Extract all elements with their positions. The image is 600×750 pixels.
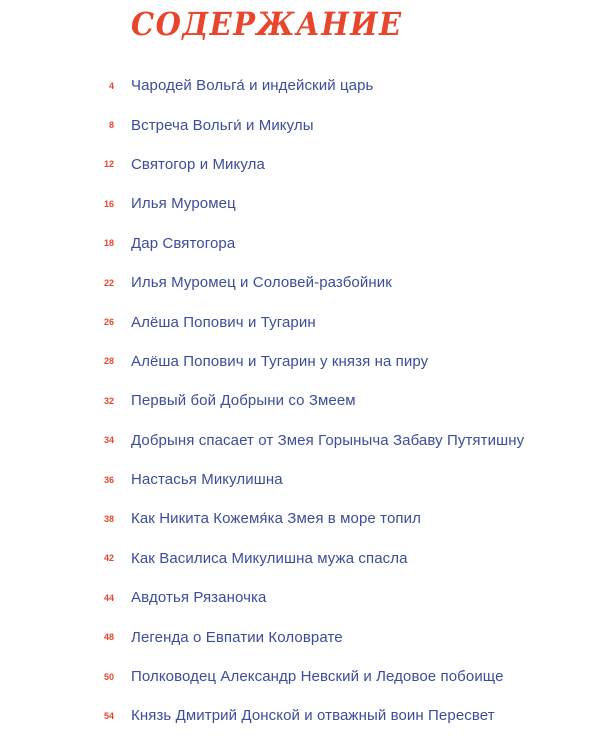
toc-entry[interactable] [0, 381, 600, 420]
toc-entry[interactable] [0, 421, 600, 460]
toc-entry-title[interactable]: Авдотья Рязаночка [131, 589, 267, 607]
toc-page-number: 42 [103, 553, 114, 564]
toc-page-number: 48 [103, 632, 114, 643]
toc-entry[interactable] [0, 617, 600, 656]
toc-entry-title[interactable]: Илья Муромец и Соловей-разбойник [131, 274, 392, 292]
toc-entry-title[interactable]: Встреча Вольги́ и Микулы [131, 116, 314, 134]
toc-entry-title[interactable]: Алёша Попович и Тугарин у князя на пиру [131, 352, 429, 370]
toc-entry-title[interactable]: Святогор и Микула [131, 155, 265, 173]
toc-entry[interactable] [0, 499, 600, 538]
toc-entry[interactable] [0, 302, 600, 341]
toc-entry-title[interactable]: Дар Святогора [131, 234, 236, 252]
toc-page-number: 28 [103, 356, 114, 367]
toc-entry[interactable] [0, 224, 600, 263]
toc-entry[interactable] [0, 184, 600, 223]
toc-entry-title[interactable]: Полководец Александр Невский и Ледовое побоище [131, 668, 504, 686]
toc-entry[interactable] [0, 539, 600, 578]
toc-page-number: 12 [103, 159, 114, 170]
toc-entry-title[interactable]: Как Никита Кожемя́ка Змея в море топил [131, 510, 421, 528]
toc-page-number: 32 [103, 395, 114, 406]
toc-entry-title[interactable]: Легенда о Евпатии Коловрате [131, 628, 343, 646]
toc-entry[interactable] [0, 460, 600, 499]
toc-entry[interactable] [0, 578, 600, 617]
toc-page-number: 8 [108, 120, 114, 131]
toc-entry-title[interactable]: Чародей Вольга́ и индейский царь [131, 77, 374, 95]
page-title: СОДЕРЖАНИЕ [131, 6, 403, 43]
toc-entry-title[interactable]: Добрыня спасает от Змея Горыныча Забаву Путятишну [131, 431, 525, 449]
toc-entry[interactable] [0, 696, 600, 735]
toc-page-number: 18 [103, 238, 114, 249]
toc-page-number: 34 [103, 435, 114, 446]
toc-entry-title[interactable]: Князь Дмитрий Донской и отважный воин Пересвет [131, 707, 495, 725]
toc-page-number: 16 [103, 198, 114, 209]
toc-entry[interactable] [0, 263, 600, 302]
table-of-contents [0, 66, 600, 736]
toc-page-number: 22 [103, 277, 114, 288]
toc-entry-title[interactable]: Как Василиса Микулишна мужа спасла [131, 549, 408, 567]
toc-page-number: 50 [103, 671, 114, 682]
toc-page-number: 36 [103, 474, 114, 485]
toc-page-number: 38 [103, 513, 114, 524]
toc-entry[interactable] [0, 657, 600, 696]
toc-entry-title[interactable]: Илья Муромец [131, 195, 236, 213]
toc-page-number: 4 [108, 80, 114, 91]
toc-entry-title[interactable]: Настасья Микулишна [131, 471, 283, 489]
toc-page-number: 44 [103, 592, 114, 603]
toc-entry[interactable] [0, 145, 600, 184]
toc-entry[interactable] [0, 105, 600, 144]
toc-entry[interactable] [0, 342, 600, 381]
toc-page-number: 54 [103, 710, 114, 721]
toc-entry-title[interactable]: Алёша Попович и Тугарин [131, 313, 316, 331]
toc-entry[interactable] [0, 66, 600, 105]
toc-entry-title[interactable]: Первый бой Добрыни со Змеем [131, 392, 356, 410]
toc-page-number: 26 [103, 317, 114, 328]
